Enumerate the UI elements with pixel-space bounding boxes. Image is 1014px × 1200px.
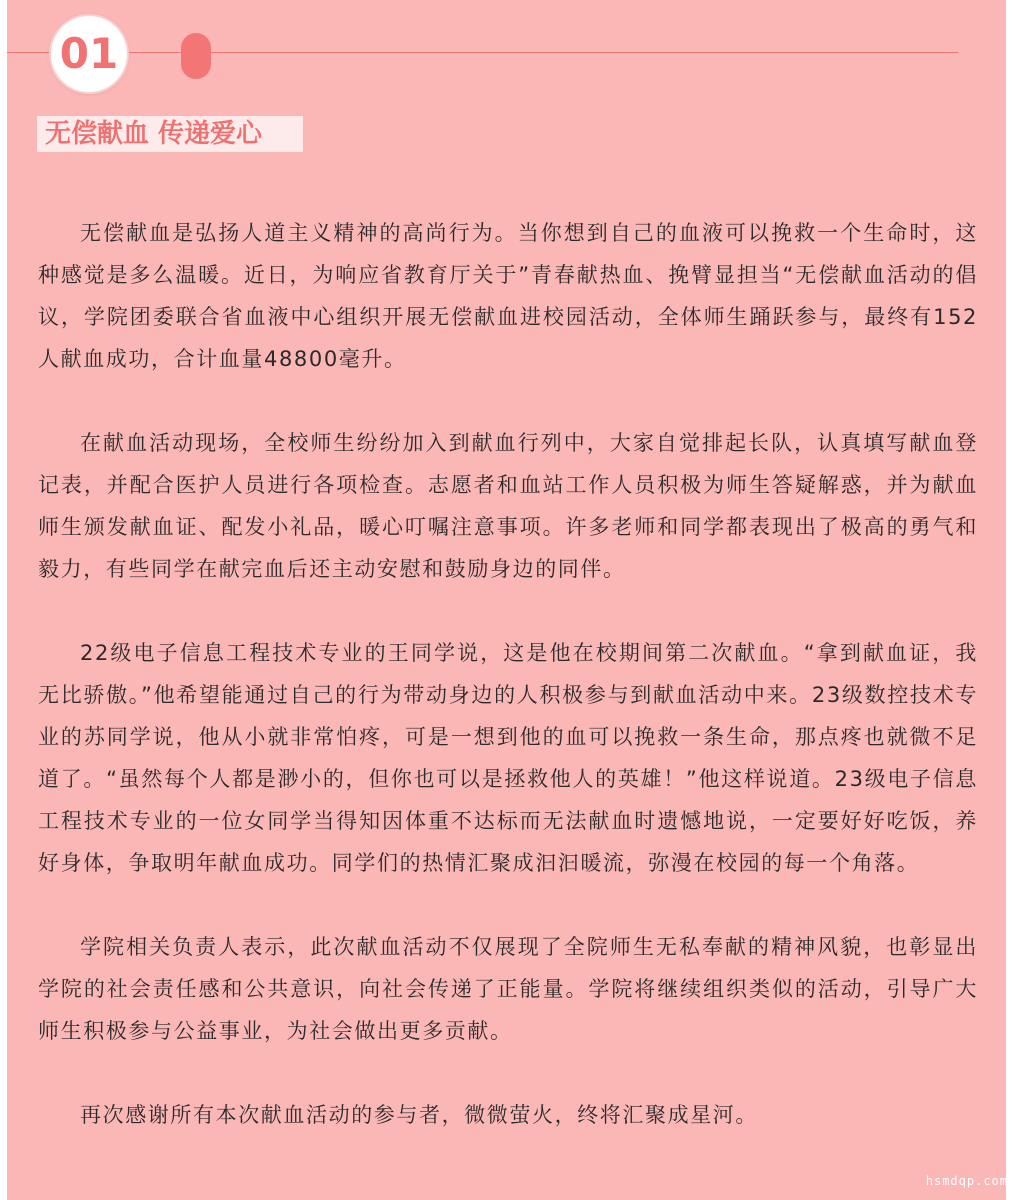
header-divider-line — [7, 52, 958, 53]
article-paragraph: 在献血活动现场，全校师生纷纷加入到献血行列中，大家自觉排起长队，认真填写献血登记表，并配合医护人员进行各项检查。志愿者和血站工作人员积极为师生答疑解惑，并为献血师生颁发献血证、配发小礼品，暖心叮嘱注意事项。许多老师和同学都表现出了极高的勇气和毅力，有些同学在献完血后还主动安慰和鼓励身边的同伴。 — [38, 431, 978, 581]
article-body — [38, 212, 978, 1178]
section-number: 01 — [59, 29, 119, 78]
section-number-badge — [51, 16, 127, 92]
decorative-pill — [181, 33, 211, 79]
section-title: 无偿献血 传递爱心 — [45, 119, 263, 149]
article-paragraph: 22级电子信息工程技术专业的王同学说，这是他在校期间第二次献血。“拿到献血证，我无比骄傲。”他希望能通过自己的行为带动身边的人积极参与到献血活动中来。23级数控技术专业的苏同学说，他从小就非常怕疼，可是一想到他的血可以挽救一条生命，那点疼也就微不足道了。“虽然每个人都是渺小的，但你也可以是拯救他人的英雄！”他这样说道。23级电子信息工程技术专业的一位女同学当得知因体重不达标而无法献血时遗憾地说，一定要好好吃饭，养好身体，争取明年献血成功。同学们的热情汇聚成汩汩暖流，弥漫在校园的每一个角落。 — [38, 641, 978, 875]
article-paragraph: 学院相关负责人表示，此次献血活动不仅展现了全院师生无私奉献的精神风貌，也彰显出学院的社会责任感和公共意识，向社会传递了正能量。学院将继续组织类似的活动，引导广大师生积极参与公益事业，为社会做出更多贡献。 — [38, 935, 978, 1043]
article-paragraph: 再次感谢所有本次献血活动的参与者，微微萤火，终将汇聚成星河。 — [80, 1103, 758, 1127]
article-paragraph: 无偿献血是弘扬人道主义精神的高尚行为。当你想到自己的血液可以挽救一个生命时，这种感觉是多么温暖。近日，为响应省教育厅关于”青春献热血、挽臂显担当“无偿献血活动的倡议，学院团委联合省血液中心组织开展无偿献血进校园活动，全体师生踊跃参与，最终有152人献血成功，合计血量48800毫升。 — [38, 221, 978, 371]
watermark: hsmdqp.com — [925, 1174, 1008, 1188]
section-title-box — [37, 116, 303, 152]
